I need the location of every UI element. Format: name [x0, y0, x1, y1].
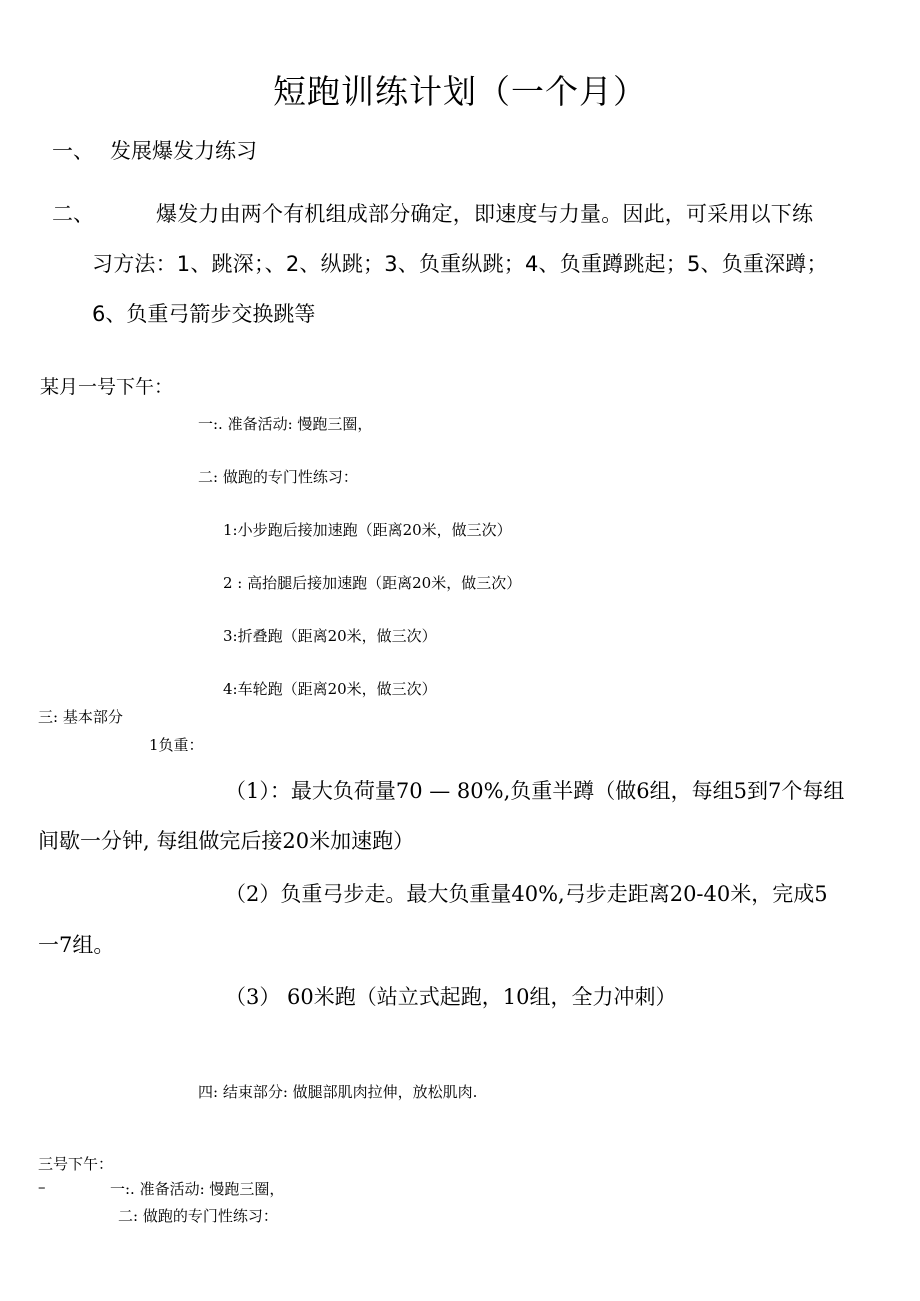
day3-warmup: 一:. 准备活动: 慢跑三圈，	[110, 1180, 285, 1198]
intro-item-2-line-1: 爆发力由两个有机组成部分确定，即速度与力量。因此，可采用以下练	[156, 202, 814, 226]
day1-heading: 某月一号下午：	[40, 376, 174, 398]
intro-item-1	[52, 135, 257, 165]
day1-special-drills: 二: 做跑的专门性练习：	[198, 468, 358, 486]
day3-heading: 三号下午：	[38, 1155, 114, 1173]
day1-drill-3: 3:折叠跑（距离20米，做三次）	[223, 627, 437, 645]
intro-item-2-line-3: 6、负重弓箭步交换跳等	[92, 302, 316, 326]
day1-exercise-3	[225, 981, 676, 1011]
day3-dash: –	[38, 1178, 46, 1196]
day1-drill-1: 1:小步跑后接加速跑（距离20米，做三次）	[223, 521, 512, 539]
intro-item-2-line-2: 习方法：1、跳深；、2、纵跳；3、负重纵跳；4、负重蹲跳起；5、负重深蹲；	[92, 252, 828, 276]
intro-item-2-number: 二、	[52, 202, 94, 226]
day1-weight-heading: 1负重：	[149, 736, 204, 754]
day1-basic-section: 三: 基本部分	[38, 708, 123, 726]
day3-special-drills: 二: 做跑的专门性练习：	[118, 1207, 278, 1225]
page-title: 短跑训练计划（一个月）	[273, 72, 647, 111]
intro-item-1-number: 一、	[52, 139, 94, 163]
day1-cooldown: 四: 结束部分: 做腿部肌肉拉伸，放松肌肉.	[198, 1083, 478, 1101]
day1-warmup: 一:. 准备活动: 慢跑三圈，	[198, 415, 373, 433]
day1-drill-2: 2 : 高抬腿后接加速跑（距离20米，做三次）	[223, 574, 522, 592]
day1-exercise-1-line-1: （1）：最大负荷量70 — 80%,负重半蹲（做6组，每组5到7个每组	[225, 779, 845, 803]
day1-exercise-1-line-2: 间歇一分钟, 每组做完后接20米加速跑）	[38, 829, 415, 853]
intro-item-1-text: 发展爆发力练习	[110, 139, 257, 163]
day1-exercise-3-text: 60米跑（站立式起跑，10组，全力冲刺）	[287, 985, 677, 1009]
day1-exercise-3-number: （3）	[225, 985, 281, 1009]
day1-exercise-2-line-1: （2）负重弓步走。最大负重量40%,弓步走距离20-40米，完成5	[225, 882, 828, 906]
day1-drill-4: 4:车轮跑（距离20米，做三次）	[223, 680, 437, 698]
day1-exercise-2-line-2: 一7组。	[38, 933, 115, 957]
